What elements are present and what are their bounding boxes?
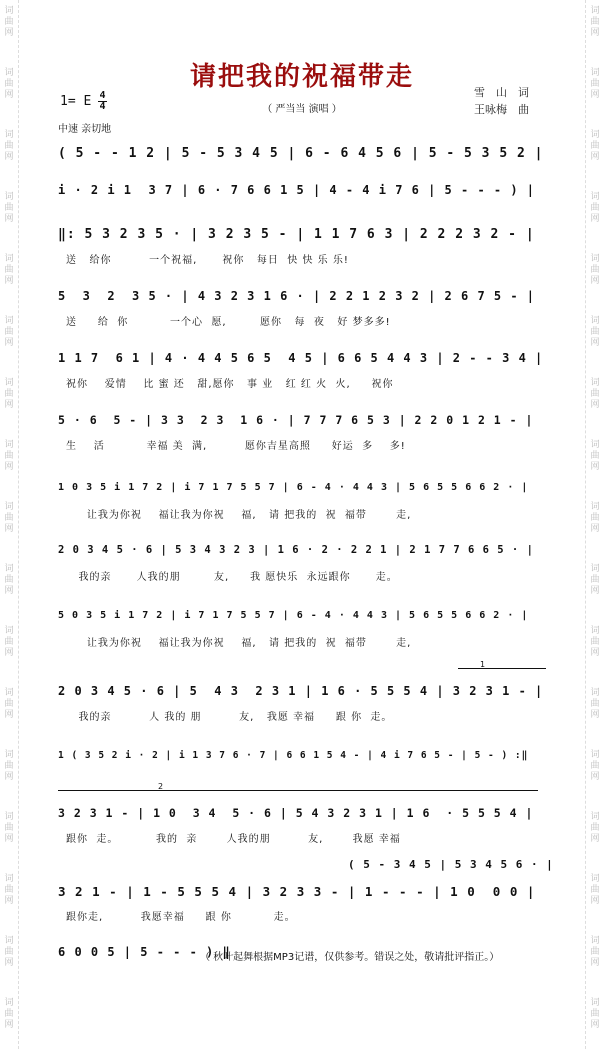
first-ending-bracket <box>458 660 546 669</box>
composer-credit: 王咏梅 曲 <box>474 103 529 116</box>
notation-line: ‖: 5 3 2 3 5 · | 3 2 3 5 - | 1 1 7 6 3 | 2 2 2 3 2 - | <box>58 227 535 242</box>
key-signature: 1= E <box>60 94 92 109</box>
watermark-text: 词 曲 网 <box>4 812 14 844</box>
watermark-text: 词 曲 网 <box>590 130 600 162</box>
watermark-text: 词 曲 网 <box>590 998 600 1030</box>
watermark-text: 词 曲 网 <box>4 440 14 472</box>
lyric-line: 送 给你 一个祝福, 祝你 每日 快 快 乐 乐! <box>66 255 349 266</box>
lyric-line: 跟你走, 我愿幸福 跟 你 走。 <box>66 912 296 923</box>
watermark-text: 词 曲 网 <box>590 936 600 968</box>
meter-top: 4 <box>99 90 106 101</box>
notation-line: 3 2 1 - | 1 - 5 5 5 4 | 3 2 3 3 - | 1 - - - | 1 0 0 0 | <box>58 884 536 899</box>
watermark-text: 词 曲 网 <box>4 192 14 224</box>
performer-credit: （ 严当当 演唱 ） <box>262 104 342 115</box>
notation-line: 2 0 3 4 5 · 6 | 5 4 3 2 3 1 | 1 6 · 5 5 5 4 | 3 2 3 1 - | <box>58 684 544 698</box>
transcription-note: （ 秋叶起舞根据MP3记谱，仅供参考。错误之处，敬请批评指正。） <box>200 952 500 963</box>
lyric-line: 生 活 幸福 美 满, 愿你吉星高照 好运 多 多! <box>66 441 406 452</box>
watermark-text: 词 曲 网 <box>4 6 14 38</box>
interlude-notes: ( 5 - 3 4 5 | 5 3 4 5 6 · | <box>348 858 554 871</box>
watermark-text: 词 曲 网 <box>4 998 14 1030</box>
lyric-line: 我的亲 人我的朋 友, 我 愿快乐 永远跟你 走。 <box>66 572 398 583</box>
watermark-text: 词 曲 网 <box>4 378 14 410</box>
notation-line: 5 3 2 3 5 · | 4 3 2 3 1 6 · | 2 2 1 2 3 2 | 2 6 7 5 - | <box>58 289 536 303</box>
watermark-text: 词 曲 网 <box>4 688 14 720</box>
second-ending-number: 2 <box>158 782 164 791</box>
watermark-text: 词 曲 网 <box>590 688 600 720</box>
watermark-text: 词 曲 网 <box>590 626 600 658</box>
watermark-text: 词 曲 网 <box>590 68 600 100</box>
lyric-line: 祝你 爱情 比 蜜 还 甜,愿你 事 业 红 红 火 火, 祝你 <box>66 379 394 390</box>
tempo-marking: 中速 亲切地 <box>58 124 112 135</box>
notation-line: 3 2 3 1 - | 1 0 3 4 5 · 6 | 5 4 3 2 3 1 | 1 6 · 5 5 5 4 | <box>58 806 534 820</box>
watermark-text: 词 曲 网 <box>590 874 600 906</box>
watermark-text: 词 曲 网 <box>4 68 14 100</box>
notation-line: ( 5 - - 1 2 | 5 - 5 3 4 5 | 6 - 6 4 5 6 | 5 - 5 3 5 2 | <box>58 146 544 161</box>
notation-line: i · 2 i 1 3 7 | 6 · 7 6 6 1 5 | 4 - 4 i 7 6 | 5 - - - ) | <box>58 183 536 197</box>
watermark-text: 词 曲 网 <box>590 316 600 348</box>
notation-line: 1 0 3 5 i 1 7 2 | i 7 1 7 5 5 7 | 6 - 4 · 4 4 3 | 5 6 5 5 6 6 2 · | <box>58 482 529 493</box>
song-title: 请把我的祝福带走 <box>189 62 414 92</box>
watermark-text: 词 曲 网 <box>590 254 600 286</box>
lyric-line: 我的亲 人 我的 朋 友, 我愿 幸福 跟 你 走。 <box>66 712 393 723</box>
watermark-text: 词 曲 网 <box>4 316 14 348</box>
notation-line: 5 0 3 5 i 1 7 2 | i 7 1 7 5 5 7 | 6 - 4 · 4 4 3 | 5 6 5 5 6 6 2 · | <box>58 610 529 621</box>
second-ending-bracket <box>58 782 538 791</box>
watermark-text: 词 曲 网 <box>590 192 600 224</box>
notation-line: 6 0 0 5 | 5 - - - ) ‖ <box>58 945 231 959</box>
watermark-text: 词 曲 网 <box>590 812 600 844</box>
notation-line: 1 1 7 6 1 | 4 · 4 4 5 6 5 4 5 | 6 6 5 4 4 3 | 2 - - 3 4 | <box>58 351 544 365</box>
watermark-text: 词 曲 网 <box>4 564 14 596</box>
notation-line: 2 0 3 4 5 · 6 | 5 3 4 3 2 3 | 1 6 · 2 · 2 2 1 | 2 1 7 7 6 6 5 · | <box>58 544 534 556</box>
watermark-text: 词 曲 网 <box>4 130 14 162</box>
watermark-text: 词 曲 网 <box>590 564 600 596</box>
watermark-text: 词 曲 网 <box>590 502 600 534</box>
watermark-text: 词 曲 网 <box>590 750 600 782</box>
watermark-text: 词 曲 网 <box>4 502 14 534</box>
watermark-text: 词 曲 网 <box>590 378 600 410</box>
watermark-text: 词 曲 网 <box>4 936 14 968</box>
watermark-text: 词 曲 网 <box>4 254 14 286</box>
watermark-text: 词 曲 网 <box>590 6 600 38</box>
watermark-text: 词 曲 网 <box>4 750 14 782</box>
watermark-text: 词 曲 网 <box>4 626 14 658</box>
lyricist-credit: 雪 山 词 <box>474 86 529 99</box>
watermark-text: 词 曲 网 <box>4 874 14 906</box>
time-signature <box>98 91 107 112</box>
meter-bottom: 4 <box>99 101 106 112</box>
first-ending-number: 1 <box>480 660 486 669</box>
watermark-text: 词 曲 网 <box>590 440 600 472</box>
notation-line: 1 ( 3 5 2 i · 2 | i 1 3 7 6 · 7 | 6 6 1 5 4 - | 4 i 7 6 5 - | 5 - ) :‖ <box>58 750 529 761</box>
lyric-line: 送 给 你 一个心 愿, 愿你 每 夜 好 梦多多! <box>66 317 391 328</box>
lyric-line: 跟你 走。 我的 亲 人我的朋 友, 我愿 幸福 <box>66 834 401 845</box>
lyric-line: 让我为你祝 福让我为你祝 福, 请 把我的 祝 福带 走, <box>66 510 412 521</box>
notation-line: 5 · 6 5 - | 3 3 2 3 1 6 · | 7 7 7 6 5 3 | 2 2 0 1 2 1 - | <box>58 413 534 427</box>
lyric-line: 让我为你祝 福让我为你祝 福, 请 把我的 祝 福带 走, <box>66 638 412 649</box>
